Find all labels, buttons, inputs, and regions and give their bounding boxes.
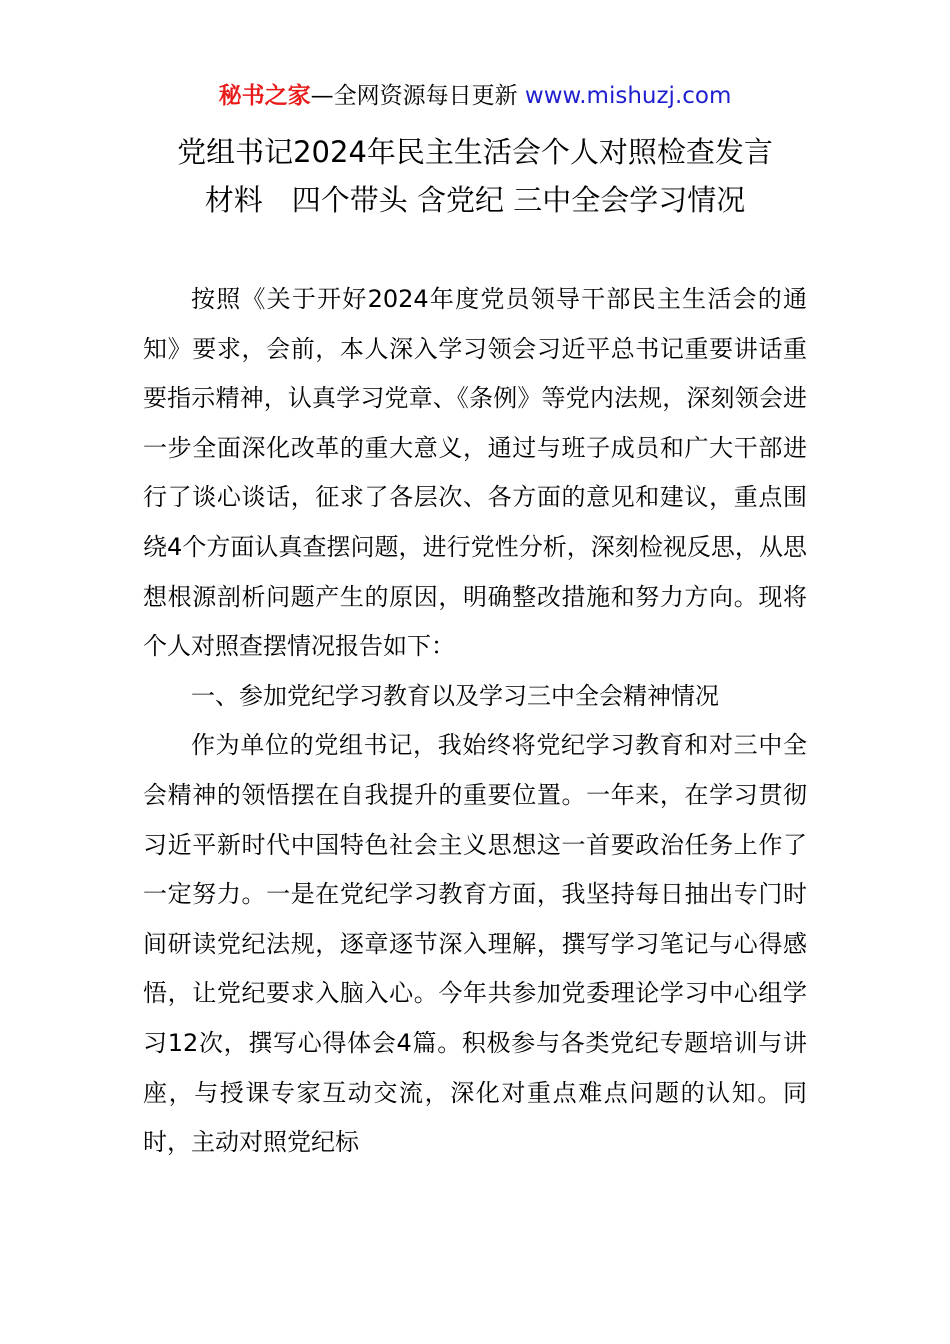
title-line-2: 材料 四个带头 含党纪 三中全会学习情况 bbox=[204, 183, 746, 217]
brand-name: 秘书之家 bbox=[218, 83, 311, 109]
section-heading-1: 一、参加党纪学习教育以及学习三中全会精神情况 bbox=[191, 681, 719, 710]
document-title bbox=[100, 128, 850, 224]
site-url-link[interactable]: www.mishuzj.com bbox=[524, 83, 732, 109]
body-paragraph: 作为单位的党组书记，我始终将党纪学习教育和对三中全会精神的领悟摆在自我提升的重要位置。一年来，在学习贯彻习近平新时代中国特色社会主义思想这一首要政治任务上作了一定努力。一是在党纪学习教育方面，我坚持每日抽出专门时间研读党纪法规，逐章逐节深入理解，撰写学习笔记与心得感悟，让党纪要求入脑入心。今年共参加党委理论学习中心组学习12次，撰写心得体会4篇。积极参与各类党纪专题培训与讲座，与授课专家互动交流，深化对重点难点问题的认知。同时，主动对照党纪标 bbox=[143, 731, 807, 1157]
intro-paragraph: 按照《关于开好2024年度党员领导干部民主生活会的通知》要求，会前，本人深入学习领会习近平总书记重要讲话重要指示精神，认真学习党章、《条例》等党内法规，深刻领会进一步全面深化改革的重大意义，通过与班子成员和广大干部进行了谈心谈话，征求了各层次、各方面的意见和建议，重点围绕4个方面认真查摆问题，进行党性分析，深刻检视反思，从思想根源剖析问题产生的原因，明确整改措施和努力方向。现将个人对照查摆情况报告如下： bbox=[143, 285, 807, 661]
document-body bbox=[143, 275, 807, 1168]
site-banner bbox=[0, 80, 950, 112]
title-line-1: 党组书记2024年民主生活会个人对照检查发言 bbox=[177, 135, 773, 169]
banner-tagline: —全网资源每日更新 bbox=[310, 83, 518, 109]
